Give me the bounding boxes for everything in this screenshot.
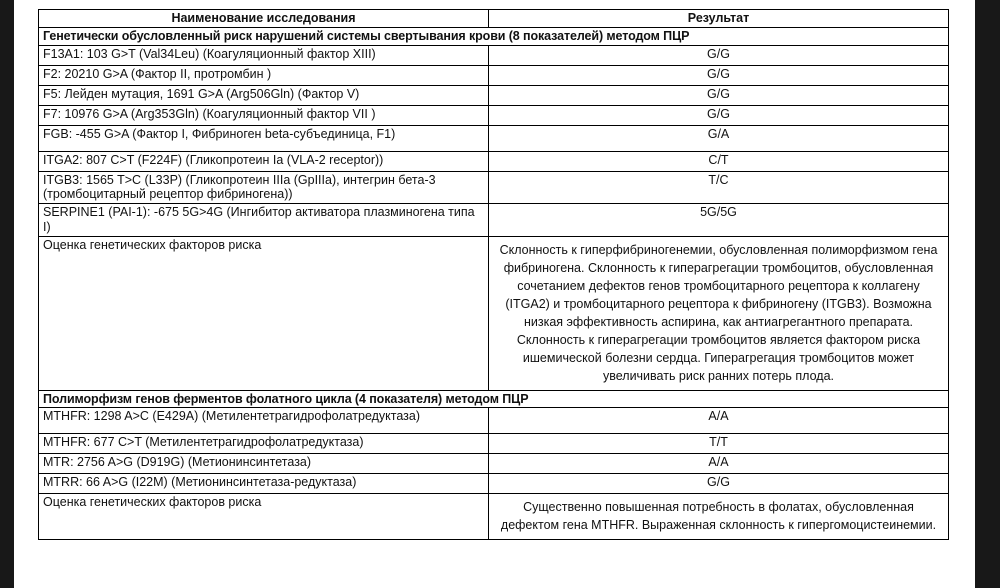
table-row — [39, 474, 949, 494]
test-name: MTRR: 66 A>G (I22M) (Метионинсинтетаза-редуктаза) — [39, 474, 489, 494]
document-page — [14, 0, 975, 588]
table-header — [39, 10, 949, 28]
table-row — [39, 45, 949, 65]
table-row — [39, 151, 949, 171]
table-row — [39, 65, 949, 85]
test-name: F7: 10976 G>A (Arg353Gln) (Коагуляционный фактор VII ) — [39, 105, 489, 125]
test-name: ITGA2: 807 C>T (F224F) (Гликопротеин Ia (VLA-2 receptor)) — [39, 151, 489, 171]
test-result: C/T — [489, 151, 949, 171]
section-header-row — [39, 27, 949, 45]
table-row — [39, 454, 949, 474]
test-result: G/A — [489, 125, 949, 151]
section-title-coagulation: Генетически обусловленный риск нарушений системы свертывания крови (8 показателей) методом ПЦР — [39, 27, 949, 45]
test-result: A/A — [489, 454, 949, 474]
right-border-bar — [975, 0, 1000, 588]
table-row — [39, 105, 949, 125]
column-header-name: Наименование исследования — [39, 10, 489, 28]
test-name: F13A1: 103 G>T (Val34Leu) (Коагуляционный фактор XIII) — [39, 45, 489, 65]
test-result: G/G — [489, 105, 949, 125]
test-result: G/G — [489, 474, 949, 494]
test-name: F5: Лейден мутация, 1691 G>A (Arg506Gln) (Фактор V) — [39, 85, 489, 105]
genetic-results-table — [38, 9, 949, 540]
test-result: 5G/5G — [489, 204, 949, 237]
table-header-row — [39, 10, 949, 28]
table-row — [39, 408, 949, 434]
test-name: MTR: 2756 A>G (D919G) (Метионинсинтетаза) — [39, 454, 489, 474]
section-title-folate: Полиморфизм генов ферментов фолатного цикла (4 показателя) методом ПЦР — [39, 390, 949, 408]
table-row — [39, 204, 949, 237]
table-row — [39, 125, 949, 151]
test-result: G/G — [489, 85, 949, 105]
section-header-row — [39, 390, 949, 408]
left-border-bar — [0, 0, 14, 588]
table-row — [39, 434, 949, 454]
assessment-row — [39, 494, 949, 539]
test-name: ITGB3: 1565 T>C (L33P) (Гликопротеин IIIa (GpIIIa), интегрин бета-3 (тромбоцитарный рецептор фибриногена)) — [39, 171, 489, 204]
test-result: T/T — [489, 434, 949, 454]
test-result: A/A — [489, 408, 949, 434]
assessment-label: Оценка генетических факторов риска — [39, 236, 489, 390]
assessment-row — [39, 236, 949, 390]
assessment-text: Существенно повышенная потребность в фолатах, обусловленная дефектом гена MTHFR. Выраженная склонность к гипергомоцистеинемии. — [489, 494, 949, 539]
test-name: F2: 20210 G>A (Фактор II, протромбин ) — [39, 65, 489, 85]
test-name: SERPINE1 (PAI-1): -675 5G>4G (Ингибитор активатора плазминогена типа I) — [39, 204, 489, 237]
test-result: G/G — [489, 45, 949, 65]
test-result: T/C — [489, 171, 949, 204]
assessment-text: Склонность к гиперфибриногенемии, обусловленная полиморфизмом гена фибриногена. Склонность к гиперагрегации тромбоцитов, обусловленная сочетанием дефектов генов тромбоцитарного рецептора к коллагену (ITGA2) и тромбоцитарного рецептора к фибриногену (ITGB3). Возможна низкая эффективность аспирина, как антиагрегантного препарата. Склонность к гиперагрегации тромбоцитов является фактором риска ишемической болезни сердца. Гиперагрегация тромбоцитов может увеличивать риск ранних потерь плода. — [489, 236, 949, 390]
table-row — [39, 85, 949, 105]
test-name: MTHFR: 677 C>T (Метилентетрагидрофолатредуктаза) — [39, 434, 489, 454]
assessment-label: Оценка генетических факторов риска — [39, 494, 489, 539]
column-header-result: Результат — [489, 10, 949, 28]
test-name: MTHFR: 1298 A>C (E429A) (Метилентетрагидрофолатредуктаза) — [39, 408, 489, 434]
table-row — [39, 171, 949, 204]
test-name: FGB: -455 G>A (Фактор I, Фибриноген beta-субъединица, F1) — [39, 125, 489, 151]
table-body — [39, 27, 949, 539]
test-result: G/G — [489, 65, 949, 85]
